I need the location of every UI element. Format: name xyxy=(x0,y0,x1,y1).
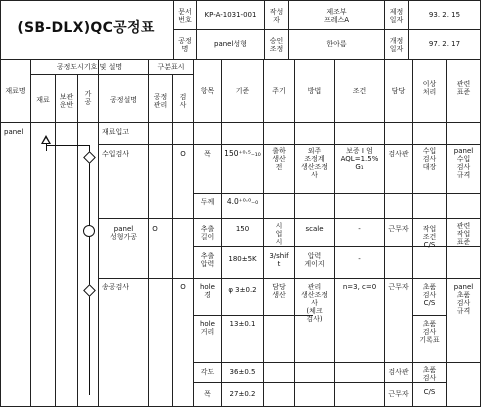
col-process-desc: 공정설명 xyxy=(109,96,138,104)
r6-standard: φ 3±0.2 xyxy=(228,286,257,294)
col-condition: 조건 xyxy=(352,87,367,95)
col-responsible: 담당 xyxy=(391,87,406,95)
col-period: 주기 xyxy=(272,87,286,95)
r4-standard: 150 xyxy=(235,225,250,233)
r2-ref: panel 수입 검사 규격 xyxy=(453,147,474,179)
r4-condition: - xyxy=(358,225,361,233)
r5-method: 압력 게이지 xyxy=(304,252,325,268)
r2-standard: 150⁺⁰·⁵₋₁₀ xyxy=(224,149,261,158)
enact-date-label: 제정 일자 xyxy=(389,8,404,24)
r8-standard: 36±0.5 xyxy=(229,368,256,376)
col-class-inspect: 검 사 xyxy=(179,93,187,109)
r4-desc: panel 성형가공 xyxy=(109,225,138,241)
r2-item: 폭 xyxy=(204,150,211,158)
doc-no-label: 문서 번호 xyxy=(178,8,192,24)
r4-process-mark: O xyxy=(152,225,158,233)
r8-item: 각도 xyxy=(200,368,215,376)
col-class-group: 구분표시 xyxy=(157,63,185,71)
enact-date-value: 93. 2. 15 xyxy=(428,11,461,19)
r6-inspect-mark: O xyxy=(180,283,186,291)
circle-process-icon xyxy=(83,225,95,237)
r7-standard: 13±0.1 xyxy=(229,320,256,328)
page-title: (SB-DLX)QC공정표 xyxy=(17,20,155,36)
r1-desc: 재료입고 xyxy=(102,128,130,136)
col-flow-group: 공정도시기호 및 설명 xyxy=(56,63,123,71)
part-name-cell: panel xyxy=(4,128,24,136)
r2-inspect-mark: O xyxy=(180,150,186,158)
r7-item: hole 거리 xyxy=(200,320,215,336)
author-label: 작성 자 xyxy=(269,8,284,24)
col-standard: 기준 xyxy=(235,87,250,95)
review-label: 승인 조정 xyxy=(269,37,284,53)
r4-handling: 작업 조건 C/S xyxy=(422,225,437,249)
diamond-inspection-icon xyxy=(83,151,96,164)
r4-responsible: 근무자 xyxy=(388,225,409,233)
r3-item: 두께 xyxy=(200,198,215,206)
triangle-storage-icon xyxy=(41,135,51,144)
r6-desc: 송공검사 xyxy=(102,283,130,291)
r9-standard: 27±0.2 xyxy=(229,390,256,398)
r2-desc: 수입검사 xyxy=(102,150,130,158)
r5-standard: 180±5K xyxy=(228,255,257,263)
r4-item: 추출 길이 xyxy=(200,225,215,241)
r2-condition: 보증 I 엄 AQL=1.5% G₁ xyxy=(340,147,379,171)
r9-item: 폭 xyxy=(204,390,211,398)
process-name-label: 공정 명 xyxy=(178,37,192,53)
col-method: 방법 xyxy=(307,87,322,95)
r6-item: hole 경 xyxy=(200,283,215,299)
diamond-inspection-icon xyxy=(83,284,96,297)
doc-no-value: KP-A-1031-001 xyxy=(204,11,257,19)
r6-condition: n=3, c=0 xyxy=(342,283,377,291)
col-flow-storage: 보관 운반 xyxy=(59,93,74,109)
col-class-process: 공정 관리 xyxy=(153,93,168,109)
r2-period: 출하 생산 전 xyxy=(272,147,286,171)
r6-method: 관리 생산조정 사 (체크 검사) xyxy=(300,283,329,323)
r6-ref: panel 초품 검사 규격 xyxy=(453,283,474,315)
revise-date-value: 97. 2. 17 xyxy=(428,40,461,48)
r9-responsible: 근무자 xyxy=(388,390,409,398)
r2-responsible: 검사관 xyxy=(388,150,409,158)
r2-method: 외주 조정계 생산조정 사 xyxy=(300,147,329,179)
r6-handling: 초품 검사 C/S xyxy=(422,283,437,307)
col-ref: 관련 표준 xyxy=(456,80,471,96)
col-handling: 이상 처리 xyxy=(422,80,437,96)
col-flow-material: 재료 xyxy=(36,96,50,104)
r6-period: 담당 생산 xyxy=(272,283,286,299)
r5-condition: - xyxy=(358,255,361,263)
r3-standard: 4.0⁺⁰·⁰₋₀ xyxy=(226,197,259,206)
r4-period: 시 업 시 xyxy=(275,222,283,246)
r5-period: 3/shif t xyxy=(269,252,289,268)
col-part-name: 재료명 xyxy=(5,87,26,95)
r6-responsible: 근무자 xyxy=(388,283,409,291)
process-name-value: panel성형 xyxy=(214,40,247,48)
r4-method: scale xyxy=(305,225,324,233)
col-flow-process: 가 공 xyxy=(84,90,92,106)
r9-handling: C/S xyxy=(423,388,436,396)
author-value: 제조부 프레스A xyxy=(323,8,350,24)
r8-responsible: 검사관 xyxy=(388,368,409,376)
r4-ref: 관련 작업 표준 xyxy=(456,222,471,246)
revise-date-label: 개정 일자 xyxy=(389,37,404,53)
r5-item: 추출 압력 xyxy=(200,252,215,268)
r7-handling: 초품 검사 기록표 xyxy=(419,320,440,344)
r8-handling: 초품 검사 xyxy=(422,366,437,382)
col-item: 항목 xyxy=(200,87,215,95)
r2-handling: 수입 검사 대장 xyxy=(422,147,437,171)
review-value: 한아름 xyxy=(326,40,347,48)
